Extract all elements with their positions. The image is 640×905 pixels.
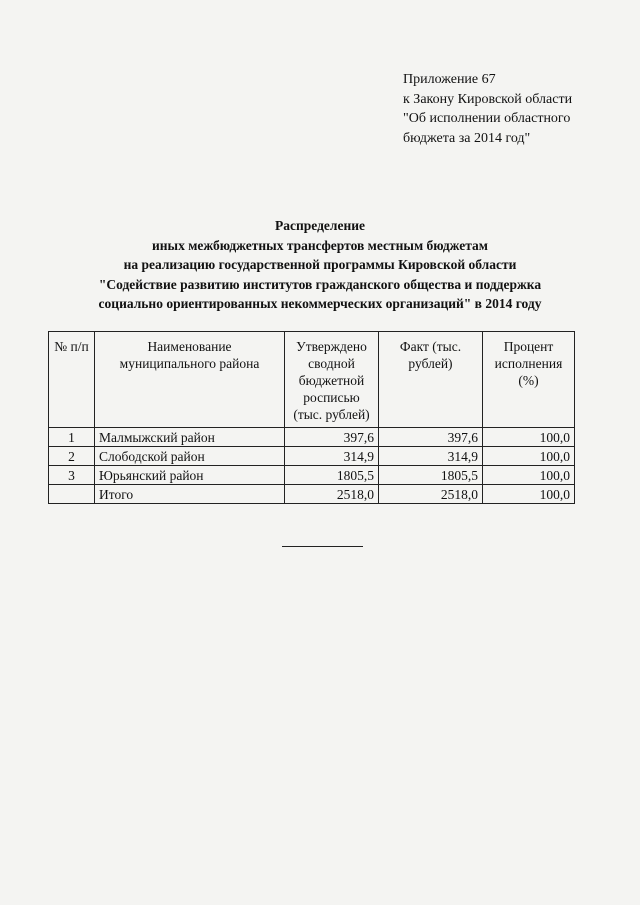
row-number: 1 xyxy=(49,428,95,447)
percent-value: 100,0 xyxy=(483,466,575,485)
percent-total: 100,0 xyxy=(483,485,575,504)
approved-value: 314,9 xyxy=(285,447,379,466)
actual-value: 1805,5 xyxy=(379,466,483,485)
total-label: Итого xyxy=(95,485,285,504)
title-line: иных межбюджетных трансфертов местным бюджетам xyxy=(152,237,488,253)
header-number: № п/п xyxy=(49,332,95,428)
appendix-line: Приложение 67 xyxy=(403,72,496,87)
row-number: 2 xyxy=(49,447,95,466)
table-row xyxy=(49,447,575,466)
header-percent: Процент исполнения (%) xyxy=(483,332,575,428)
title-line: социально ориентированных некоммерческих организаций" в 2014 году xyxy=(98,296,542,311)
appendix-line: бюджета за 2014 год" xyxy=(403,130,531,146)
actual-total: 2518,0 xyxy=(379,485,483,504)
approved-value: 1805,5 xyxy=(285,466,379,485)
title-line: Распределение xyxy=(274,218,366,233)
approved-value: 397,6 xyxy=(285,428,379,447)
header-actual: Факт (тыс. рублей) xyxy=(379,332,483,428)
district-name: Юрьянский район xyxy=(95,466,285,485)
table-row xyxy=(49,466,575,485)
distribution-table xyxy=(48,331,575,504)
district-name: Малмыжский район xyxy=(95,428,285,447)
actual-value: 397,6 xyxy=(379,428,483,447)
appendix-line: "Об исполнении областного xyxy=(403,111,571,126)
document-title xyxy=(40,216,600,314)
row-number xyxy=(49,485,95,504)
table-row xyxy=(49,428,575,447)
district-name: Слободской район xyxy=(95,447,285,466)
actual-value: 314,9 xyxy=(379,447,483,466)
table-header-row xyxy=(49,332,575,428)
percent-value: 100,0 xyxy=(483,447,575,466)
table-total-row xyxy=(49,485,575,504)
title-line: на реализацию государственной программы Кировской области xyxy=(123,257,517,272)
approved-total: 2518,0 xyxy=(285,485,379,504)
title-line: "Содействие развитию институтов гражданского общества и поддержка xyxy=(98,276,542,292)
header-district: Наименование муниципального района xyxy=(95,332,285,428)
row-number: 3 xyxy=(49,466,95,485)
percent-value: 100,0 xyxy=(483,428,575,447)
end-rule xyxy=(282,546,363,547)
header-approved: Утверждено сводной бюджетной росписью (тыс. рублей) xyxy=(285,332,379,428)
appendix-line: к Закону Кировской области xyxy=(403,91,573,107)
appendix-note xyxy=(403,70,572,148)
